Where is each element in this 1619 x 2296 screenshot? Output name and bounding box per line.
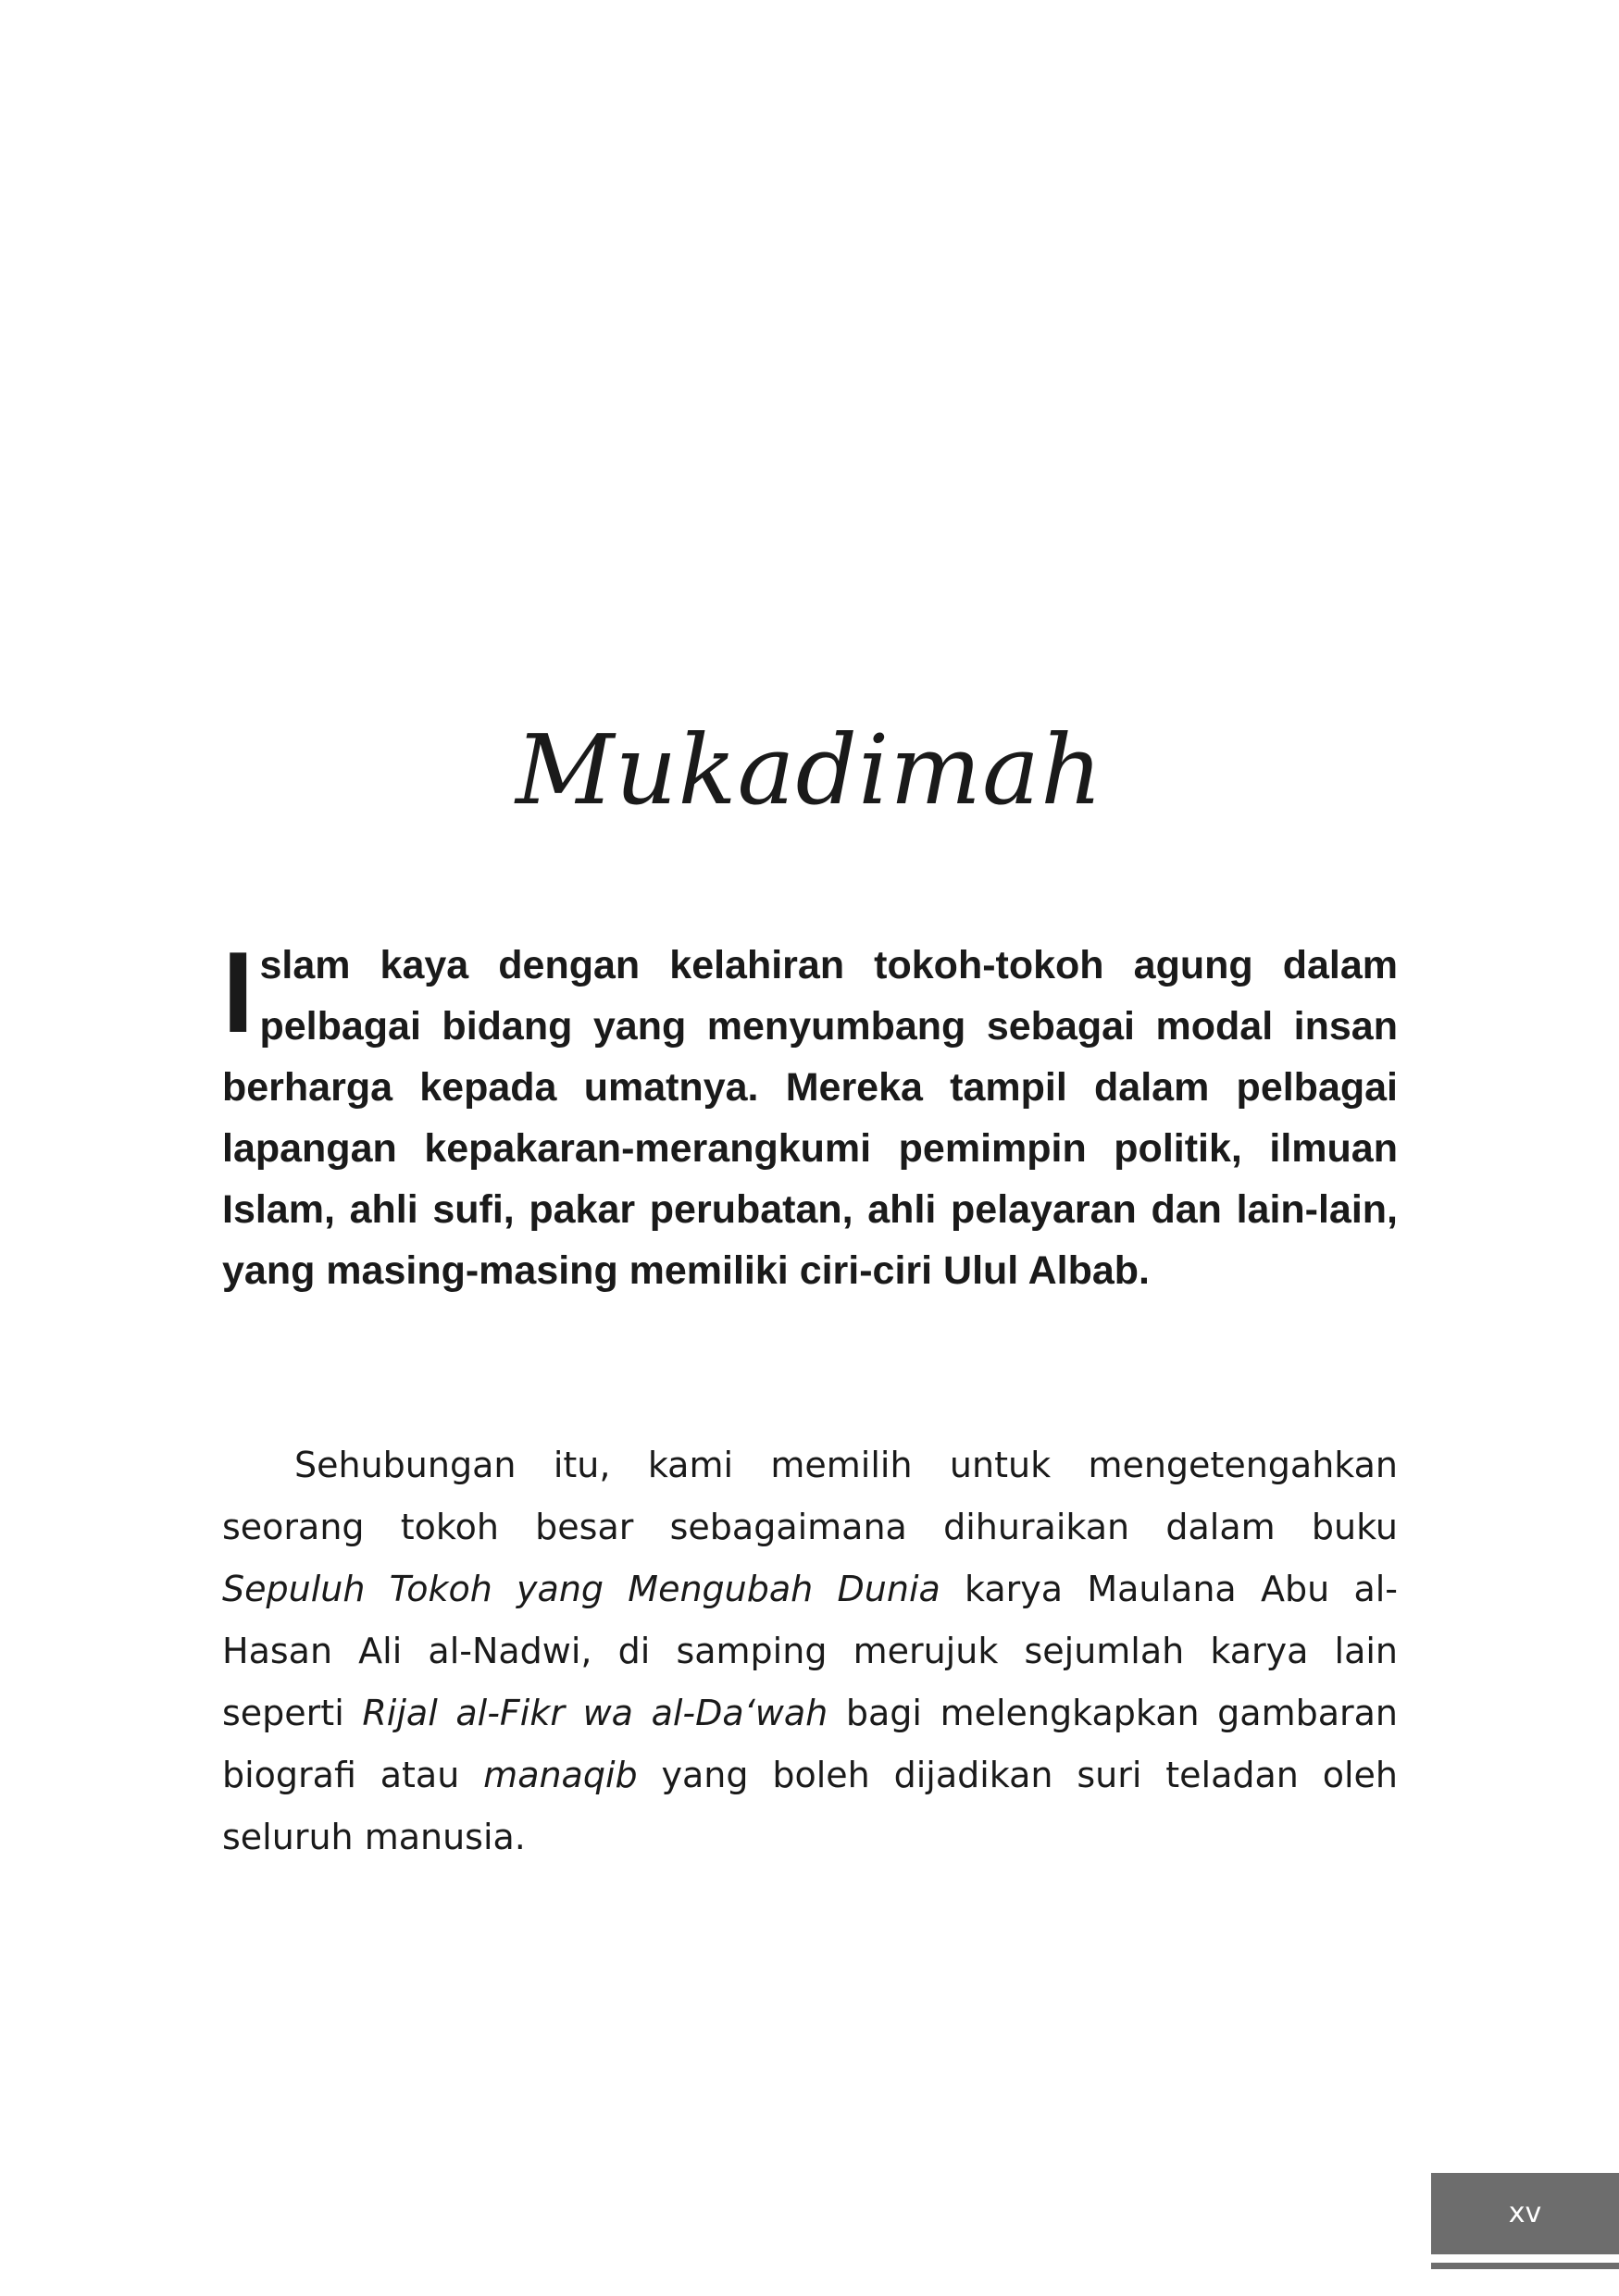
page-number-rule	[1431, 2263, 1619, 2269]
page-number: xv	[1431, 2173, 1619, 2254]
body-text-3: bagi melengkapkan gambaran biografi atau	[222, 1693, 1399, 1795]
term-manaqib: manaqib	[483, 1755, 638, 1795]
chapter-title: Mukadimah	[516, 714, 1103, 826]
drop-cap: I	[222, 929, 255, 1057]
book-title-rijal-al-fikr: Rijal al-Fikr wa al-Da‘wah	[362, 1693, 828, 1733]
book-title-sepuluh-tokoh: Sepuluh Tokoh yang Mengubah Dunia	[222, 1569, 940, 1609]
body-text-4: yang boleh dijadikan suri teladan oleh seluruh manusia.	[222, 1755, 1399, 1857]
body-paragraph	[222, 1434, 1398, 1868]
body-text-1: Sehubungan itu, kami memilih untuk mengetengahkan seorang tokoh besar sebagaimana dihuraikan dalam buku	[222, 1445, 1398, 1547]
body-text-2: karya Maulana Abu al-Hasan Ali al-Nadwi, di samping merujuk sejumlah karya lain seperti	[222, 1569, 1398, 1733]
lead-paragraph	[222, 929, 1398, 1301]
lead-text: slam kaya dengan kelahiran tokoh-tokoh agung dalam pelbagai bidang yang menyumbang sebagai modal insan berharga kepada umatnya. Mereka tampil dalam pelbagai lapangan kepakaran-merangkumi pemimpin politik, ilmuan Islam, ahli sufi, pakar perubatan, ahli pelayaran dan lain-lain, yang masing-masing memiliki ciri-ciri Ulul Albab.	[222, 943, 1398, 1293]
